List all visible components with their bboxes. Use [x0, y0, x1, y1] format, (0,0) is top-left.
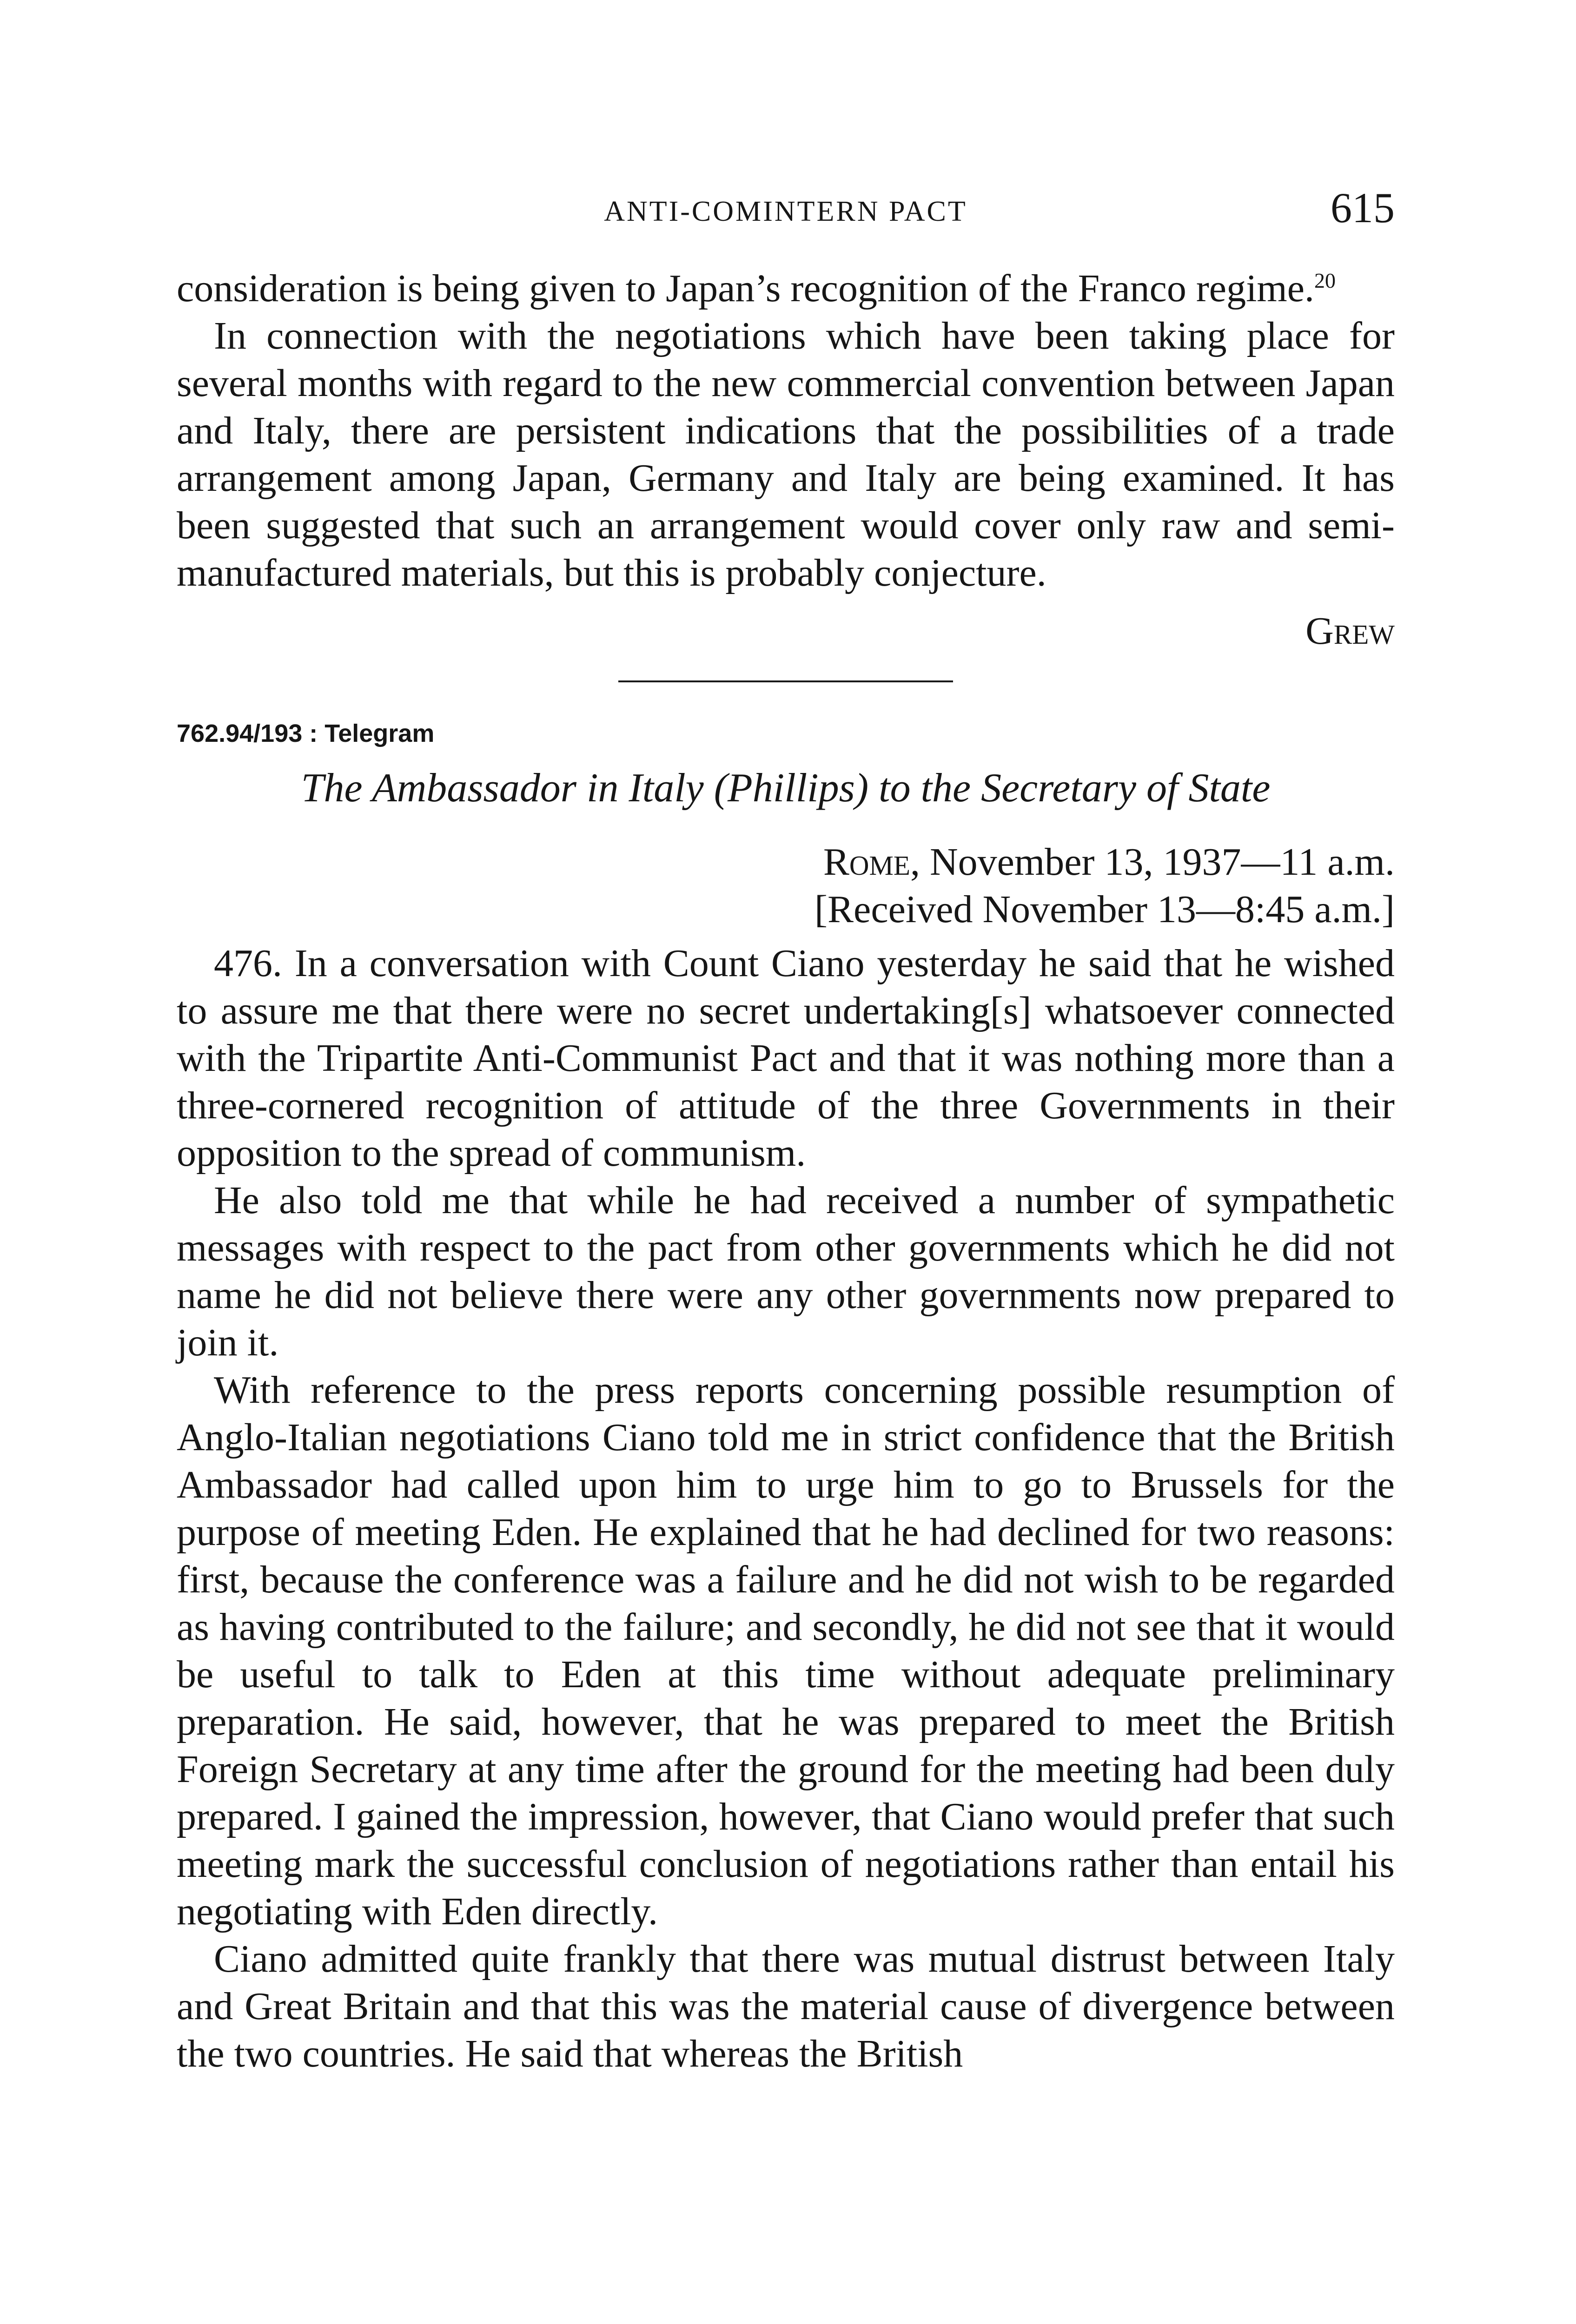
file-reference: 762.94/193 : Telegram — [177, 720, 435, 747]
received-line: [Received November 13—8:45 a.m.] — [814, 888, 1395, 931]
dateline-place: Rome — [823, 840, 910, 884]
document-title: The Ambassador in Italy (Phillips) to the Secretary of State — [301, 766, 1271, 811]
page-number: 615 — [1331, 184, 1395, 231]
paragraph: With reference to the press reports concerning possible resumption of Anglo-Italian negotiations Ciano told me in strict confidence that the British Ambassador had called upon him to urge him to go to Brussels for the purpose of meeting Eden. He explained that he had declined for two reasons: first, because the conference was a failure and he did not wish to be regarded as having contributed to the failure; and secondly, he did not see that it would be useful to talk to Eden at this time without adequate preliminary preparation. He said, however, that he was prepared to meet the British Foreign Secretary at any time after the ground for the meeting had been duly prepared. I gained the impression, however, that Ciano would prefer that such meeting mark the successful conclusion of negotiations rather than entail his negotiating with Eden directly. — [177, 1368, 1395, 1933]
paragraph: Ciano admitted quite frankly that there was mutual distrust between Italy and Great Britain and that this was the material cause of divergence between the two countries. He said that whereas the British — [177, 1937, 1395, 2075]
page-header — [177, 177, 1395, 242]
page-body — [177, 265, 1395, 2078]
paragraph: He also told me that while he had received a number of sympathetic messages with respect to the pact from other governments which he did not name he did not believe there were any other governments now prepared to join it. — [177, 1179, 1395, 1364]
paragraph-continued — [177, 265, 1395, 312]
document-page — [177, 177, 1395, 2324]
paragraph: 476. In a conversation with Count Ciano yesterday he said that he wished to assure me that there were no secret undertaking[s] whatsoever connected with the Tripartite Anti-Communist Pact and that it was nothing more than a three-cornered recognition of attitude of the three Governments in their opposition to the spread of communism. — [177, 942, 1395, 1175]
dateline — [177, 838, 1395, 886]
section-divider — [618, 680, 953, 682]
running-title: ANTI-COMINTERN PACT — [604, 196, 967, 227]
footnote-marker: 20 — [1314, 269, 1336, 292]
dateline-date: , November 13, 1937—11 a.m. — [910, 840, 1395, 884]
paragraph-text: consideration is being given to Japan’s recognition of the Franco regime. — [177, 267, 1315, 310]
paragraph: In connection with the negotiations which have been taking place for several months with regard to the new commercial convention between Japan and Italy, there are persistent indications that the possibilities of a trade arrangement among Japan, Germany and Italy are being examined. It has been suggested that such an arrangement would cover only raw and semi-manufactured materials, but this is probably conjecture. — [177, 314, 1395, 594]
signature: Grew — [1305, 609, 1395, 653]
